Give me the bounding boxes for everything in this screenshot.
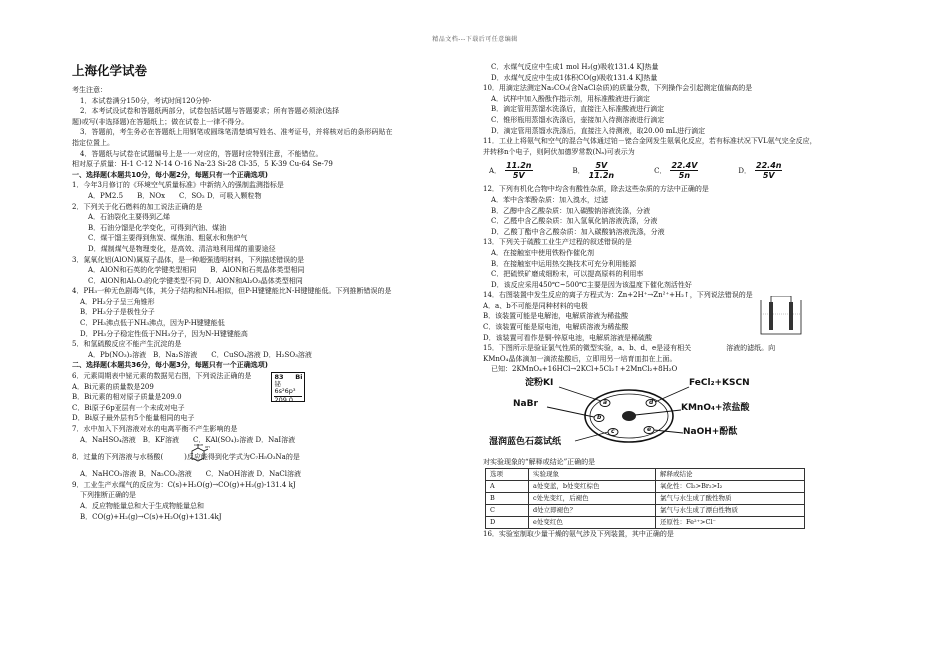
notice-title: 考生注意： <box>72 86 107 94</box>
label-a: a <box>603 399 608 407</box>
question-1-options: A．PM2.5 B．NOx C．SO₂ D．可吸入颗粒物 <box>88 191 262 200</box>
notice-2b: 题)或写(非选择题)在答题纸上；做在试卷上一律不得分。 <box>72 117 249 126</box>
question-16: 16．实验室制取少量干燥的氨气涉及下列装置，其中正确的是 <box>483 529 674 538</box>
option-letter: B． <box>572 166 585 175</box>
question-8: 8．过量的下列溶液与水杨酸( )反应能得到化学式为C₇H₅O₃Na的是 <box>72 452 300 461</box>
question-13-a: A．在接触室中使用铁粉作催化剂 <box>491 248 595 257</box>
question-12-c: C．乙醛中含乙酸杂质：加入氢氧化钠溶液洗涤，分液 <box>491 217 658 226</box>
fraction-denominator: 5V <box>512 171 525 181</box>
bi-atomic-number: 83 <box>274 372 284 381</box>
svg-text:COOH: COOH <box>194 443 204 448</box>
question-10-a: A．试样中加入酚酞作指示剂，用标准酸液进行滴定 <box>491 94 651 103</box>
question-13-c: C．把硫铁矿磨成细粉末，可以提高原料的利用率 <box>491 270 644 279</box>
question-4-d: D．PH₃分子稳定性低于NH₃分子，因为N-H键键能高 <box>80 329 248 338</box>
bi-name: 铋 <box>274 379 281 388</box>
chlorine-experiment-diagram <box>489 375 769 457</box>
question-6-text <box>72 371 251 403</box>
notice-4: 4．答题纸与试卷在试题编号上是一一对应的，答题时应特别注意，不能错位。 <box>80 149 323 158</box>
table-header-row <box>486 468 805 480</box>
question-14-a: A．a、b不可能是同种材料的电极 <box>483 301 588 310</box>
question-12: 12．下列有机化合物中均含有酸性杂质，除去这些杂质的方法中正确的是 <box>483 185 709 194</box>
question-15-table-caption: 对实验现象的“解释或结论”正确的是 <box>483 458 596 467</box>
question-10-b: B．滴定管用蒸馏水洗涤后，直接注入标准酸液进行滴定 <box>491 105 665 114</box>
notice-1: 1．本试卷满分150分，考试时间120分钟· <box>80 96 212 105</box>
question-15-b: KMnO₄晶体滴加一滴浓盐酸后，立即用另一培育皿扣在上面。 <box>483 354 677 363</box>
question-2-a: A．石油裂化主要得到乙烯 <box>88 213 171 222</box>
question-6-block <box>72 371 462 403</box>
svg-text:OH: OH <box>205 445 210 450</box>
question-6-c: C．Bi原子6p亚层有一个未成对电子 <box>72 403 185 412</box>
table-cell: 氯气与水生成了酸性物质 <box>656 492 805 504</box>
bi-atomic-mass: 209.0 <box>274 396 302 404</box>
question-7-options: A．NaHSO₄溶液 B．KF溶液 C．KAl(SO₄)₂溶液 D．NaI溶液 <box>80 435 296 444</box>
fraction-denominator: 11.2n <box>588 171 615 181</box>
question-2-d: D．煤制煤气是物理变化，是高效、清洁地利用煤的重要途径 <box>88 244 276 253</box>
question-9-stem: 下列推断正确的是 <box>80 491 136 500</box>
question-14: 14．右图装置中发生反应的离子方程式为：Zn+2H⁺→Zn²⁺+H₂↑，下列说法错误的是 <box>483 291 753 300</box>
question-14-options <box>483 301 733 343</box>
label-nabr: NaBr <box>513 399 538 410</box>
table-cell: B <box>486 492 529 504</box>
table-cell: e处变红色 <box>529 516 656 528</box>
question-10-d: D．滴定管用蒸馏水洗涤后，直接注入待测液，取20.00 mL进行滴定 <box>491 126 706 135</box>
question-6-b: B．Bi元素的相对原子质量是209.0 <box>72 393 182 402</box>
atomic-mass-line: 相对原子质量：H-1 C-12 N-14 O-16 Na-23 Si-28 Cl-35．5 K-39 Cu-64 Se-79 <box>72 160 333 169</box>
question-14-d: D．该装置可看作是铜-锌原电池，电解质溶液是稀硫酸 <box>483 333 652 342</box>
label-e: e <box>647 426 652 434</box>
table-cell: C <box>486 504 529 516</box>
option-letter: C． <box>654 166 667 175</box>
question-8-options: A．NaHCO₃溶液 B．Na₂CO₃溶液 C．NaOH溶液 D．NaCl溶液 <box>80 470 301 479</box>
question-11: 11．工业上将氨气和空气的混合气体通过铂－铑合金网发生氨氧化反应，若有标准状况下VL氨气完全反应， <box>483 137 817 146</box>
question-10: 10．用滴定法测定Na₂CO₃(含NaCl杂质)的质量分数，下列操作会引起测定值偏高的是 <box>483 84 753 93</box>
question-14-c: C．该装置可能是原电池，电解质溶液为稀盐酸 <box>483 323 629 332</box>
question-8-block <box>72 445 462 469</box>
question-9-c: C．水煤气反应中生成1 mol H₂(g)吸收131.4 KJ热量 <box>491 63 659 71</box>
notice-2: 2．本考试设试卷和答题纸两部分，试卷包括试题与答题要求；所有答题必须涂(选择 <box>80 107 340 116</box>
question-9-d: D．水煤气反应中生成1体积CO(g)吸收131.4 KJ热量 <box>491 73 658 82</box>
fraction-numerator: 11.2n <box>506 161 532 171</box>
fraction-numerator: 22.4n <box>756 161 782 171</box>
question-3-cd: C．AlON和Al₂O₃的化学键类型不同 D．AlON和Al₂O₃晶体类型相同 <box>88 276 303 285</box>
question-1: 1．今年3月修订的《环境空气质量标准》中新纳入的强制监测指标是 <box>72 181 284 190</box>
label-b: b <box>597 414 602 422</box>
question-12-a: A．苯中含苯酚杂质：加入溴水，过滤 <box>491 195 609 204</box>
question-13-b: B．在接触室中运用热交换技术可充分利用能源 <box>491 259 637 268</box>
label-fecl2-kscn: FeCl₂+KSCN <box>689 378 750 389</box>
question-4-c: C．PH₃沸点低于NH₃沸点，因为P-H键键能低 <box>80 319 225 328</box>
question-11-option-d <box>738 161 782 180</box>
question-13-d: D．该反应采用450℃~500℃主要是因为该温度下催化剂活性好 <box>491 280 692 289</box>
table-header-cell: 选项 <box>486 468 529 480</box>
bi-electron-config: 6s²6p³ <box>274 386 296 395</box>
question-6-d: D．Bi原子最外层有5个能量相同的电子 <box>72 414 195 423</box>
question-4: 4．PH₃一种无色剧毒气体，其分子结构和NH₃相似，但P-H键键能比N-H键键能低。下列推断错误的是 <box>72 287 392 296</box>
question-11-options <box>489 161 883 180</box>
question-9-a: A．反应物能量总和大于生成物能量总和 <box>80 501 205 510</box>
question-11-option-c <box>654 161 698 180</box>
left-column <box>72 60 462 522</box>
table-row <box>486 492 805 504</box>
label-kmno4-hcl: KMnO₄+浓盐酸 <box>681 403 750 414</box>
question-9: 9．工业生产水煤气的反应为：C(s)+H₂O(g)→CO(g)+H₂(g)-131.4 kJ <box>72 480 296 489</box>
label-d: d <box>649 399 654 407</box>
question-12-b: B．乙醇中含乙酸杂质：加入碳酸钠溶液洗涤，分液 <box>491 206 651 215</box>
question-5: 5．和氢硫酸反应不能产生沉淀的是 <box>72 340 182 349</box>
label-c: c <box>611 428 615 436</box>
table-cell: 氯气与水生成了漂白性物质 <box>656 504 805 516</box>
question-6-a: A．Bi元素的质量数是209 <box>72 382 154 391</box>
question-2-b: B．石油分馏是化学变化，可得到汽油、煤油 <box>88 223 227 232</box>
question-6: 6．元素周期表中铋元素的数据见右图，下列说法正确的是 <box>72 372 252 381</box>
section-2-heading: 二、选择题(本题共36分，每小题3分，每题只有一个正确选项) <box>72 361 269 370</box>
question-3-ab: A．AlON和石英的化学键类型相同 B．AlON和石英晶体类型相同 <box>88 266 305 275</box>
table-cell: D <box>486 516 529 528</box>
table-cell: 氧化性：Cl₂>Br₂>I₂ <box>656 480 805 492</box>
question-15: 15．下图所示是验证氯气性质的微型实验，a、b、d、e是浸有相关 溶液的滤纸。向 <box>483 344 776 353</box>
question-9-b: B．CO(g)+H₂(g)→C(s)+H₂O(g)+131.4kJ <box>80 512 222 521</box>
question-3: 3．氮氧化铝(AlON)属原子晶体，是一种超强透明材料，下列描述错误的是 <box>72 255 305 264</box>
answer-table <box>485 468 805 529</box>
table-header-cell: 解释或结论 <box>656 468 805 480</box>
table-cell: d处立即褪色？ <box>529 504 656 516</box>
question-11-stem: 并转移n个电子，则阿伏加德罗常数(Nₐ)可表示为 <box>483 147 635 156</box>
question-10-c: C．锥形瓶用蒸馏水洗涤后，壶接加入待测溶液进行滴定 <box>491 115 665 124</box>
option-letter: D． <box>738 166 752 175</box>
fraction-numerator: 5V <box>595 161 608 171</box>
electrolytic-cell-icon <box>751 296 815 336</box>
section-1-heading: 一、选择题(本题共10分，每小题2分，每题只有一个正确选项) <box>72 170 269 179</box>
question-2: 2．下列关于化石燃料的加工说法正确的是 <box>72 202 203 211</box>
question-7: 7．水中加入下列溶液对水的电离平衡不产生影响的是 <box>72 425 238 433</box>
question-2-c: C．煤干馏主要得到焦炭、煤焦油、粗氨水和焦炉气 <box>88 234 248 243</box>
fraction-numerator: 22.4V <box>671 161 698 171</box>
question-13: 13．下列关于硫酸工业生产过程的叙述错误的是 <box>483 238 632 247</box>
right-column <box>483 62 883 539</box>
table-cell: 还原性：Fe²⁺>Cl⁻ <box>656 516 805 528</box>
notice-3: 3．答题前，考生务必在答题纸上用钢笔或圆珠笔清楚填写姓名、准考证号，并将核对后的条形码贴在 <box>80 128 393 137</box>
question-12-d: D．乙酸丁酯中含乙酸杂质：加入碳酸钠溶液洗涤，分液 <box>491 227 665 236</box>
table-header-cell: 实验现象 <box>529 468 656 480</box>
table-row <box>486 480 805 492</box>
table-cell: A <box>486 480 529 492</box>
label-litmus-paper: 湿润蓝色石蕊试纸 <box>489 437 562 448</box>
question-5-options: A．Pb(NO₃)₂溶液 B．Na₂S溶液 C．CuSO₄溶液 D．H₂SO₃溶液 <box>88 350 312 359</box>
table-cell: c处先变红，后褪色 <box>529 492 656 504</box>
question-14-block <box>483 301 883 343</box>
fraction-denominator: 5n <box>678 171 691 181</box>
page-header: 精品文档---下载后可任意编辑 <box>432 36 518 43</box>
fraction-denominator: 5V <box>762 171 775 181</box>
question-4-a: A．PH₃分子呈三角锥形 <box>80 297 155 306</box>
question-4-b: B．PH₃分子是极性分子 <box>80 308 155 317</box>
table-cell: a处变蓝，b处变红棕色 <box>529 480 656 492</box>
question-15-equation: 已知：2KMnO₄+16HCl→2KCl+5Cl₂↑+2MnCl₂+8H₂O <box>491 365 678 374</box>
notice-3b: 指定位置上。 <box>72 138 114 147</box>
question-11-option-a <box>489 161 533 180</box>
label-naoh-phenolphthalein: NaOH+酚酞 <box>683 427 738 438</box>
option-letter: A． <box>489 166 502 175</box>
question-11-option-b <box>573 161 615 180</box>
table-row <box>486 504 805 516</box>
bi-symbol: Bi <box>295 372 303 381</box>
label-starch-ki: 淀粉KI <box>525 378 554 389</box>
page-title: 上海化学试卷 <box>72 63 148 78</box>
table-row <box>486 516 805 528</box>
salicylic-acid-structure-icon <box>184 443 210 467</box>
bismuth-element-card <box>271 372 305 402</box>
question-14-b: B．该装置可能是电解池，电解质溶液为稀盐酸 <box>483 312 629 321</box>
